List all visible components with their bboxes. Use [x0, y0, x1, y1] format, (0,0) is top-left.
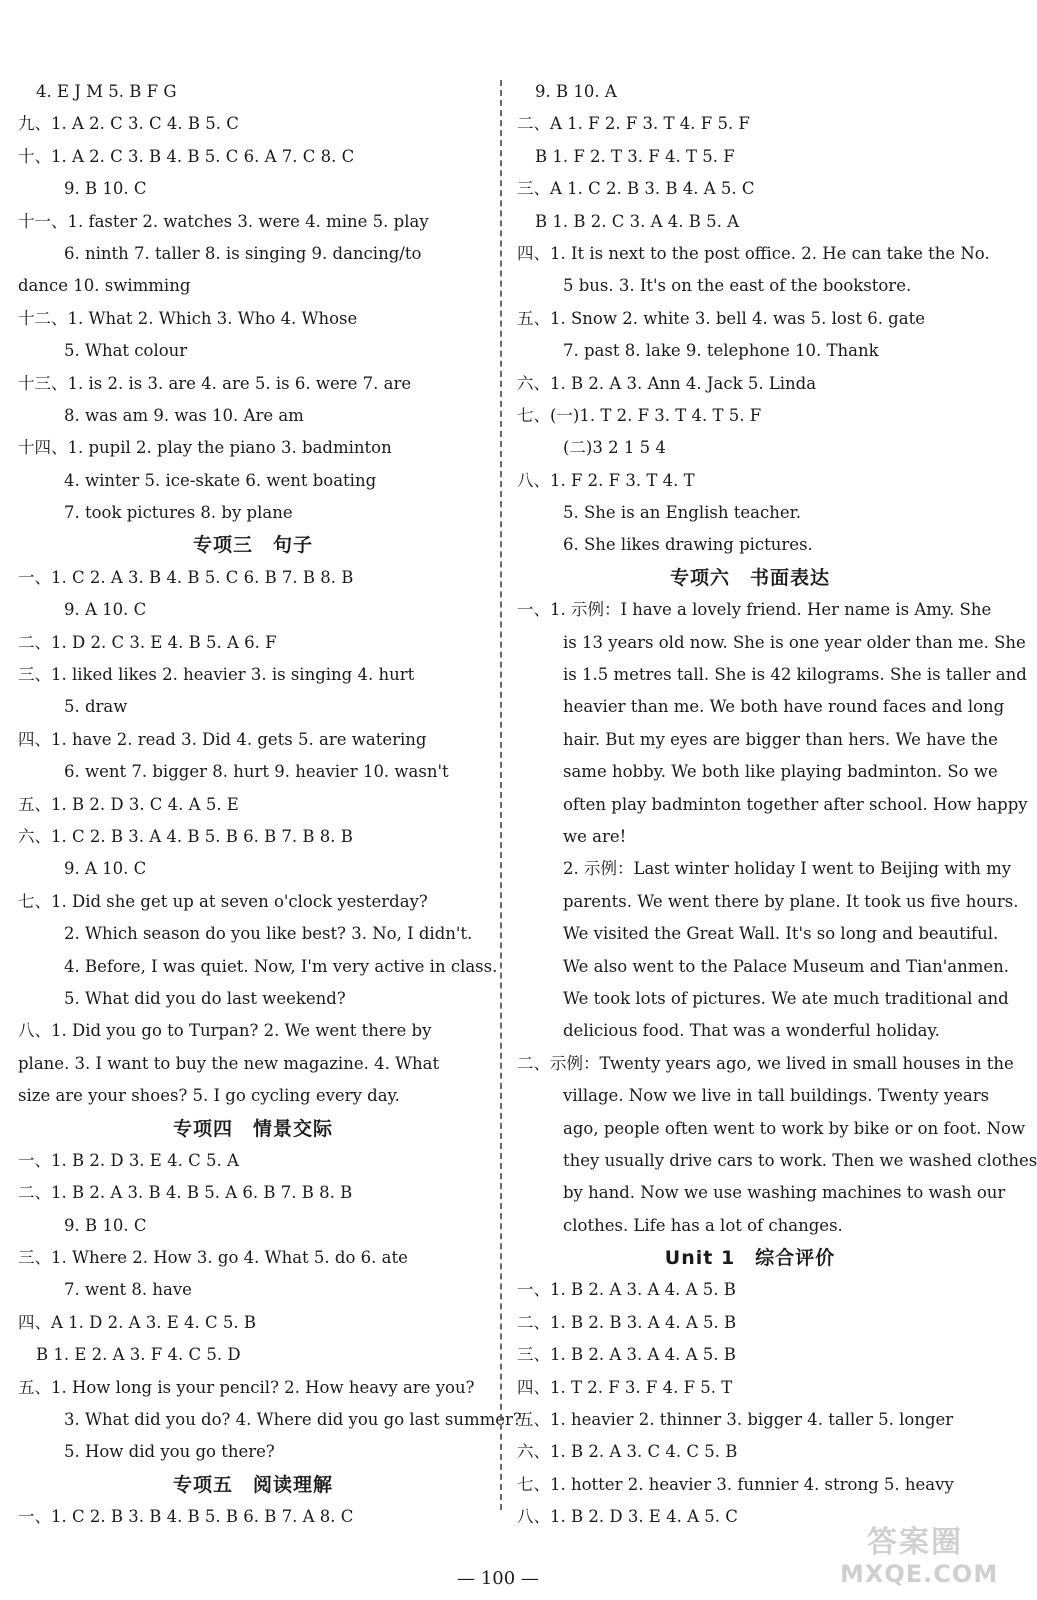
answer-line: 5. What colour: [64, 341, 188, 361]
answer-line: 五、1. heavier 2. thinner 3. bigger 4. taller 5. longer: [517, 1410, 954, 1430]
answer-line: parents. We went there by plane. It took us five hours.: [563, 891, 1019, 911]
answer-line: size are your shoes? 5. I go cycling every day.: [18, 1086, 400, 1106]
answer-line: 一、1. C 2. B 3. B 4. B 5. B 6. B 7. A 8. C: [18, 1507, 354, 1527]
section-heading: Unit 1 综合评价: [664, 1247, 836, 1270]
answer-line: 5 bus. 3. It's on the east of the bookstore.: [563, 276, 912, 296]
answer-line: 一、1. B 2. A 3. A 4. A 5. B: [517, 1280, 736, 1300]
answer-line: 四、1. It is next to the post office. 2. He can take the No.: [517, 243, 990, 263]
answer-line: 4. Before, I was quiet. Now, I'm very active in class.: [64, 956, 498, 976]
answer-line: clothes. Life has a lot of changes.: [563, 1215, 843, 1235]
answer-line: 一、1. C 2. A 3. B 4. B 5. C 6. B 7. B 8. B: [18, 567, 354, 587]
answer-line: 十、1. A 2. C 3. B 4. B 5. C 6. A 7. C 8. C: [18, 146, 355, 166]
answer-line: We visited the Great Wall. It's so long and beautiful.: [563, 924, 999, 944]
answer-line: 5. She is an English teacher.: [563, 503, 801, 523]
answer-line: 八、1. Did you go to Turpan? 2. We went there by: [18, 1021, 432, 1041]
answer-line: 二、1. B 2. B 3. A 4. A 5. B: [517, 1312, 737, 1332]
answer-line: 十一、1. faster 2. watches 3. were 4. mine 5. play: [18, 211, 429, 231]
answer-line: same hobby. We both like playing badminton. So we: [563, 762, 998, 782]
answer-line: hair. But my eyes are bigger than hers. We have the: [563, 729, 998, 749]
answer-line: 三、1. liked likes 2. heavier 3. is singing 4. hurt: [18, 665, 415, 685]
answer-line: 六、1. C 2. B 3. A 4. B 5. B 6. B 7. B 8. B: [18, 826, 353, 846]
answer-line: 十四、1. pupil 2. play the piano 3. badminton: [18, 438, 392, 458]
answer-line: 五、1. How long is your pencil? 2. How heavy are you?: [18, 1377, 475, 1397]
answer-line: 四、A 1. D 2. A 3. E 4. C 5. B: [18, 1312, 257, 1332]
answer-line: is 1.5 metres tall. She is 42 kilograms. She is taller and: [563, 665, 1027, 685]
answer-line: plane. 3. I want to buy the new magazine. 4. What: [18, 1053, 440, 1073]
answer-line: 二、A 1. F 2. F 3. T 4. F 5. F: [517, 114, 750, 134]
answer-line: 一、1. B 2. D 3. E 4. C 5. A: [18, 1150, 239, 1170]
answer-line: B 1. B 2. C 3. A 4. B 5. A: [535, 211, 739, 231]
watermark-logo: [840, 1525, 999, 1594]
answer-line: by hand. Now we use washing machines to wash our: [563, 1183, 1006, 1203]
answer-line: 7. went 8. have: [64, 1280, 192, 1300]
answer-line: 三、A 1. C 2. B 3. B 4. A 5. C: [517, 179, 755, 199]
answer-line: 4. E J M 5. B F G: [36, 82, 177, 101]
answer-line: 6. She likes drawing pictures.: [563, 535, 813, 555]
right-column: [517, 76, 1037, 1534]
answer-line: 五、1. B 2. D 3. C 4. A 5. E: [18, 794, 239, 814]
answer-line: 九、1. A 2. C 3. C 4. B 5. C: [18, 114, 239, 134]
answer-line: 2. 示例：Last winter holiday I went to Beijing with my: [563, 859, 1012, 879]
answer-line: 9. A 10. C: [64, 859, 147, 879]
answer-line: 四、1. have 2. read 3. Did 4. gets 5. are watering: [18, 729, 427, 749]
watermark-url: MXQE.COM: [840, 1560, 999, 1588]
answer-line: 十二、1. What 2. Which 3. Who 4. Whose: [18, 308, 358, 328]
answer-line: 五、1. Snow 2. white 3. bell 4. was 5. lost 6. gate: [517, 308, 925, 328]
answer-line: often play badminton together after school. How happy: [563, 794, 1028, 814]
answer-line: 4. winter 5. ice-skate 6. went boating: [64, 470, 377, 490]
answer-line: We also went to the Palace Museum and Tian'anmen.: [563, 956, 1009, 976]
answer-line: they usually drive cars to work. Then we washed clothes: [563, 1150, 1037, 1170]
answer-line: B 1. E 2. A 3. F 4. C 5. D: [36, 1345, 241, 1365]
answer-line: 七、1. Did she get up at seven o'clock yesterday?: [18, 891, 428, 911]
answer-line: delicious food. That was a wonderful holiday.: [563, 1021, 940, 1041]
answer-line: 9. A 10. C: [64, 600, 147, 620]
left-column: [18, 76, 522, 1534]
answer-line: heavier than me. We both have round faces and long: [563, 697, 1005, 717]
answer-line: is 13 years old now. She is one year older than me. She: [563, 632, 1026, 652]
answer-line: 七、(一)1. T 2. F 3. T 4. T 5. F: [517, 405, 762, 425]
answer-line: 二、1. B 2. A 3. B 4. B 5. A 6. B 7. B 8. B: [18, 1183, 353, 1203]
answer-line: 八、1. F 2. F 3. T 4. T: [517, 470, 695, 490]
answer-line: 7. took pictures 8. by plane: [64, 503, 293, 523]
answer-line: B 1. F 2. T 3. F 4. T 5. F: [535, 146, 735, 166]
answer-line: dance 10. swimming: [18, 276, 191, 296]
section-heading: 专项五 阅读理解: [172, 1473, 333, 1496]
answer-line: 5. draw: [64, 697, 128, 717]
answer-line: 6. ninth 7. taller 8. is singing 9. dancing/to: [64, 243, 422, 263]
answer-line: 二、示例：Twenty years ago, we lived in small houses in the: [517, 1053, 1014, 1073]
answer-line: 7. past 8. lake 9. telephone 10. Thank: [563, 341, 879, 361]
column-divider: [500, 80, 502, 1510]
section-heading: 专项三 句子: [192, 534, 313, 557]
answer-line: 2. Which season do you like best? 3. No, I didn't.: [64, 924, 473, 944]
answer-line: (二)3 2 1 5 4: [563, 438, 666, 458]
answer-line: village. Now we live in tall buildings. Twenty years: [563, 1086, 990, 1106]
answer-line: 一、1. 示例：I have a lovely friend. Her name is Amy. She: [517, 600, 992, 620]
answer-line: 十三、1. is 2. is 3. are 4. are 5. is 6. were 7. are: [18, 373, 412, 393]
section-heading: 专项四 情景交际: [172, 1117, 333, 1140]
answer-line: 9. B 10. C: [64, 1215, 147, 1235]
answer-line: 六、1. B 2. A 3. C 4. C 5. B: [517, 1442, 738, 1462]
watermark-text: 答案圈: [867, 1525, 963, 1560]
answer-line: 9. B 10. C: [64, 179, 147, 199]
answer-line: ago, people often went to work by bike or on foot. Now: [563, 1118, 1026, 1138]
answer-line: we are!: [563, 826, 627, 846]
answer-line: 3. What did you do? 4. Where did you go last summer?: [64, 1410, 522, 1430]
answer-line: 七、1. hotter 2. heavier 3. funnier 4. strong 5. heavy: [517, 1474, 954, 1494]
answer-line: 四、1. T 2. F 3. F 4. F 5. T: [517, 1377, 733, 1397]
answer-line: 9. B 10. A: [535, 82, 617, 101]
section-heading: 专项六 书面表达: [669, 566, 830, 589]
answer-line: 5. What did you do last weekend?: [64, 988, 346, 1008]
answer-line: 8. was am 9. was 10. Are am: [64, 405, 304, 425]
answer-line: We took lots of pictures. We ate much traditional and: [563, 988, 1009, 1008]
answer-line: 三、1. Where 2. How 3. go 4. What 5. do 6. ate: [18, 1248, 408, 1268]
answer-line: 八、1. B 2. D 3. E 4. A 5. C: [517, 1507, 738, 1527]
answer-line: 三、1. B 2. A 3. A 4. A 5. B: [517, 1345, 736, 1365]
answer-line: 6. went 7. bigger 8. hurt 9. heavier 10. wasn't: [64, 762, 449, 782]
answer-line: 二、1. D 2. C 3. E 4. B 5. A 6. F: [18, 632, 277, 652]
answer-line: 六、1. B 2. A 3. Ann 4. Jack 5. Linda: [517, 373, 817, 393]
page-number: — 100 —: [457, 1568, 539, 1589]
answer-line: 5. How did you go there?: [64, 1442, 275, 1462]
